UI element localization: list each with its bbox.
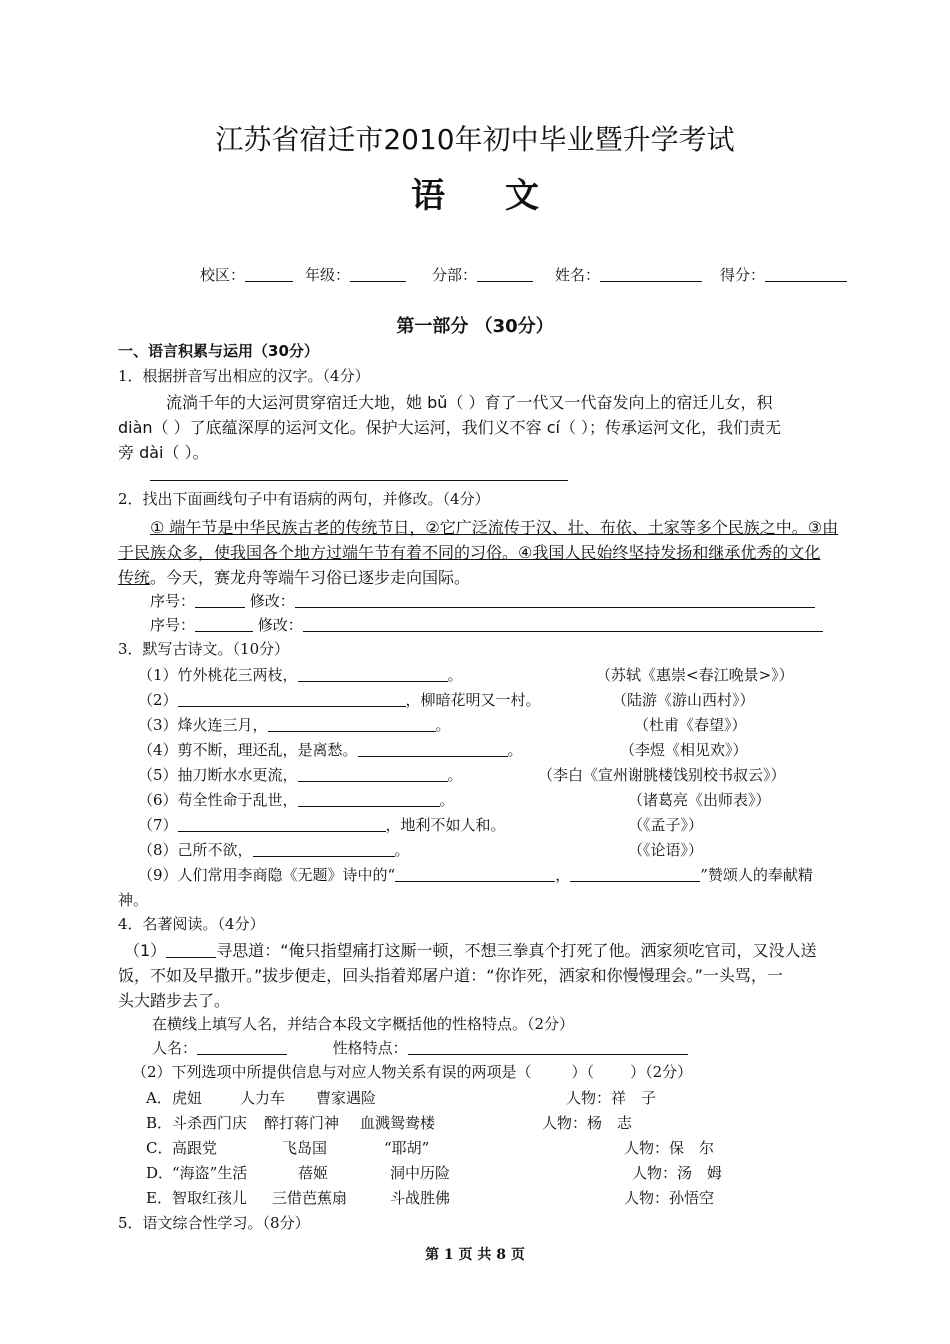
trait-answer-label: 性格特点： — [332, 1039, 408, 1057]
poem-item: （6）苟全性命于乱世， 。 — [138, 791, 455, 809]
school-field[interactable] — [200, 264, 293, 285]
option-d: D． — [146, 1164, 174, 1182]
option-c-c3: “耶胡” — [384, 1139, 430, 1157]
option-c-person: 人物：保 尔 — [624, 1139, 715, 1157]
trait-answer-blank[interactable] — [408, 1040, 688, 1055]
q2-line1: ① 端午节是中华民族古老的传统节日，②它广泛流传于汉、壮、布依、土家等多个民族之中。③由 — [150, 518, 839, 537]
fix-blank[interactable] — [303, 617, 823, 632]
option-a-c2: 人力车 — [240, 1089, 286, 1107]
option-e-c2: 三借芭蕉扇 — [272, 1189, 348, 1207]
poem-source: （李煜《相见欢》） — [620, 741, 748, 759]
q4-label: 4．名著阅读。（4分） — [118, 915, 265, 933]
page-footer: 第 1 页 共 8 页 — [425, 1247, 525, 1263]
option-d-c2: 蓓姬 — [298, 1164, 329, 1182]
name-answer-label: 人名： — [152, 1039, 198, 1057]
poem-item: （7） ，地利不如人和。 — [138, 816, 506, 834]
division-label: 分部： — [432, 266, 478, 284]
q2-line3-rest: 。今天，赛龙舟等端午习俗已逐步走向国际。 — [150, 568, 471, 587]
exam-title: 江苏省宿迁市2010年初中毕业暨升学考试 — [215, 123, 735, 156]
option-e-c3: 斗战胜佛 — [390, 1189, 451, 1207]
seq-blank[interactable] — [195, 593, 245, 608]
poem-item: （8）己所不欲， 。 — [138, 841, 410, 859]
q2-line3 — [118, 565, 470, 588]
option-d-c3: 洞中历险 — [390, 1164, 451, 1182]
poem-blank[interactable] — [268, 717, 436, 732]
q4-p1-answer-row[interactable] — [152, 1037, 688, 1058]
option-a-c3: 曹家遇险 — [316, 1089, 377, 1107]
poem-blank[interactable] — [298, 667, 448, 682]
option-b-c3: 血溅鸳鸯楼 — [360, 1114, 436, 1132]
poem-item: （5）抽刀断水水更流， 。 — [138, 766, 463, 784]
grade-field[interactable] — [305, 264, 406, 285]
seq-blank[interactable] — [195, 617, 253, 632]
fix-blank[interactable] — [295, 593, 815, 608]
q2-label: 2．找出下面画线句子中有语病的两句，并修改。（4分） — [118, 490, 490, 508]
fix-label: 修改： — [249, 592, 295, 610]
subject-title: 语文 — [411, 176, 599, 216]
division-blank[interactable] — [477, 267, 533, 282]
division-field[interactable] — [432, 264, 533, 285]
q5-label: 5．语文综合性学习。（8分） — [118, 1214, 310, 1232]
option-e: E． — [146, 1189, 172, 1207]
poem-item-9-cont: 神。 — [118, 891, 149, 909]
score-field[interactable] — [720, 264, 847, 285]
score-label: 得分： — [720, 266, 766, 284]
q1-line2: diàn（ ）了底蕴深厚的运河文化。保护大运河，我们义不容 cí（ ）；传承运河文化，我们责无 — [118, 418, 782, 437]
poem-blank[interactable] — [358, 742, 508, 757]
seq-label: 序号： — [150, 616, 196, 634]
grade-blank[interactable] — [350, 267, 406, 282]
option-b: B． — [146, 1114, 173, 1132]
section-heading: 一、语言积累与运用（30分） — [118, 342, 319, 360]
poem-item: （3）烽火连三月， 。 — [138, 716, 451, 734]
poem-source: （李白《宣州谢朓楼饯别校书叔云》） — [538, 766, 786, 784]
poem-blank[interactable] — [298, 792, 440, 807]
option-d-person: 人物：汤 姆 — [632, 1164, 723, 1182]
part-title: 第一部分 （30分） — [396, 316, 554, 337]
school-blank[interactable] — [245, 267, 293, 282]
name-answer-blank[interactable] — [197, 1040, 287, 1055]
character-blank[interactable] — [166, 943, 216, 958]
q4-p1-instruction: 在横线上填写人名，并结合本段文字概括他的性格特点。（2分） — [152, 1015, 575, 1033]
poem-item-9: （9）人们常用李商隐《无题》诗中的“ ， ”赞颂人的奉献精 — [138, 866, 813, 884]
poem-blank[interactable] — [395, 867, 555, 882]
poem-source: （杜甫《春望》） — [634, 716, 747, 734]
poem-item: （4）剪不断，理还乱，是离愁。 。 — [138, 741, 523, 759]
q1-answer-line[interactable] — [150, 480, 568, 481]
poem-blank[interactable] — [253, 842, 395, 857]
option-b-c1: 斗杀西门庆 — [172, 1114, 248, 1132]
option-e-c1: 智取红孩儿 — [172, 1189, 248, 1207]
poem-source: （《论语》） — [628, 841, 704, 859]
seq-label: 序号： — [150, 592, 196, 610]
school-label: 校区： — [200, 266, 246, 284]
q2-line3-underlined: 传统 — [118, 568, 151, 587]
q1-line1: 流淌千年的大运河贯穿宿迁大地，她 bǔ（ ）育了一代又一代奋发向上的宿迁儿女，积 — [166, 393, 773, 412]
poem-item: （1）竹外桃花三两枝， 。 — [138, 666, 463, 684]
option-b-person: 人物：杨 志 — [542, 1114, 633, 1132]
option-c: C． — [146, 1139, 173, 1157]
q4-p2-label: （2）下列选项中所提供信息与对应人物关系有误的两项是（ ）（ ）（2分） — [132, 1063, 693, 1081]
q2-line2: 于民族众多，使我国各个地方过端午节有着不同的习俗。④我国人民始终坚持发扬和继承优秀的文化 — [118, 543, 821, 562]
name-label: 姓名： — [555, 266, 601, 284]
q3-label: 3．默写古诗文。（10分） — [118, 640, 290, 658]
q1-line3: 旁 dài（ ）。 — [118, 443, 209, 462]
poem-blank[interactable] — [178, 692, 406, 707]
grade-label: 年级： — [305, 266, 351, 284]
poem-blank[interactable] — [298, 767, 448, 782]
poem-item: （2） ，柳暗花明又一村。 — [138, 691, 541, 709]
option-b-c2: 醉打蒋门神 — [264, 1114, 340, 1132]
q4-p1-line2: 饭，不如及早撒开。”拔步便走，回头指着郑屠户道：“你诈死，洒家和你慢慢理会。”一头骂，一 — [118, 966, 783, 985]
poem-source: （诸葛亮《出师表》） — [628, 791, 771, 809]
option-c-c1: 高跟党 — [172, 1139, 218, 1157]
q4-p1-line3: 头大踏步去了。 — [118, 991, 231, 1010]
score-blank[interactable] — [765, 267, 847, 282]
poem-blank[interactable] — [178, 817, 386, 832]
q1-label: 1．根据拼音写出相应的汉字。（4分） — [118, 367, 370, 385]
q2-answer-row-2[interactable] — [150, 614, 823, 635]
option-a-c1: 虎妞 — [172, 1089, 203, 1107]
poem-source: （《孟子》） — [628, 816, 704, 834]
poem-source: （陆游《游山西村》） — [612, 691, 755, 709]
option-a: A． — [146, 1089, 172, 1107]
option-e-person: 人物：孙悟空 — [624, 1189, 715, 1207]
poem-blank[interactable] — [570, 867, 700, 882]
option-c-c2: 飞岛国 — [282, 1139, 328, 1157]
fix-label: 修改： — [257, 616, 303, 634]
poem-source: （苏轼《惠崇<春江晚景>》） — [596, 666, 794, 684]
name-field[interactable] — [555, 264, 702, 285]
q4-p1-line1: （1） 寻思道：“俺只指望痛打这厮一顿，不想三拳真个打死了他。洒家须吃官司，又没人送 — [124, 941, 817, 960]
option-a-person: 人物：祥 子 — [566, 1089, 657, 1107]
option-d-c1: “海盗”生活 — [172, 1164, 248, 1182]
q2-answer-row-1[interactable] — [150, 590, 815, 611]
name-blank[interactable] — [600, 267, 702, 282]
